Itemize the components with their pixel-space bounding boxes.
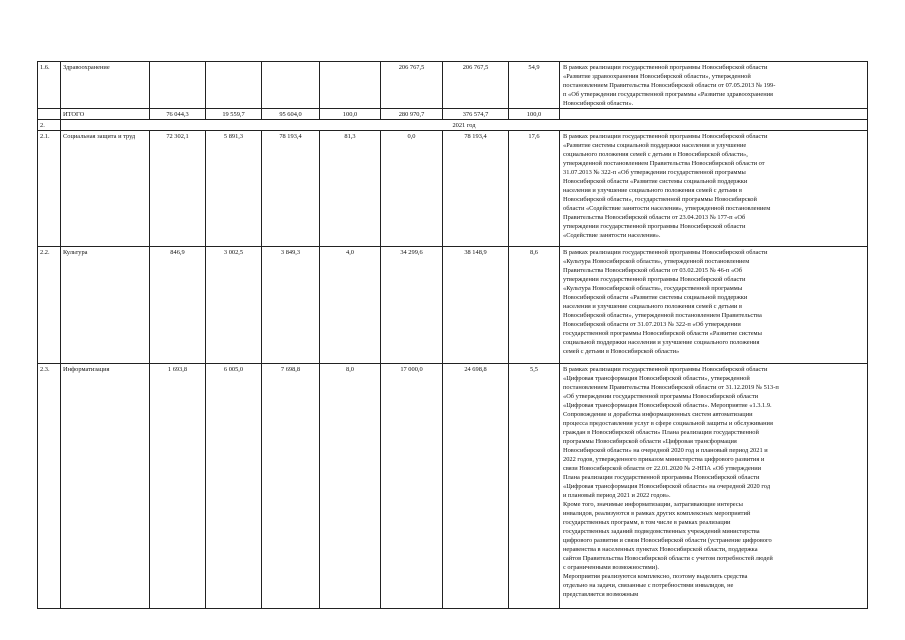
cell-value: 5 891,3 (206, 131, 262, 247)
cell-value: 8,0 (320, 364, 381, 609)
cell-value: 34 299,6 (381, 247, 443, 364)
row-number (38, 109, 61, 120)
cell-value: 3 002,5 (206, 247, 262, 364)
row-description (560, 109, 868, 120)
cell-value: 6 005,0 (206, 364, 262, 609)
row-name: Культура (61, 247, 150, 364)
cell-value: 206 767,5 (443, 62, 509, 109)
document-page (37, 61, 868, 609)
table-row (38, 62, 868, 109)
row-description: В рамках реализации государственной программы Новосибирской области «Цифровая трансформация Новосибирской области», утвержденной постановлением Правительства Новосибирской области от 31.12.2019 № 513-п «Об утверждении государственной программы Новосибирской области «Цифровая трансформация Новосибирской области». Мероприятие «1.3.1.9. Сопровождение и доработка информационных систем автоматизации процесса предоставления услуг в сфере социальной защиты и обслуживания граждан в Новосибирской области» Плана реализации государственной программы Новосибирской области «Цифровая трансформация Новосибирской области» на очередной 2020 год и плановый период 2021 и 2022 годов, утвержденного приказом министерства цифрового развития и связи Новосибирской области от 22.01.2020 № 2-НПА «Об утверждении Плана реализации государственной программы Новосибирской области «Цифровая трансформация Новосибирской области» на очередной 2020 год и плановый период 2021 и 2022 годов». Кроме того, значимые информатизации, затрагивающие интересы инвалидов, реализуются в рамках других комплексных мероприятий государственных программ, в том числе в рамках реализации государственных заданий подведомственных учреждений министерства цифрового развития и связи Новосибирской области (устранение цифрового неравенства в населенных пунктах Новосибирской области, поддержка сайтов Правительства Новосибирской области с учетом потребностей людей с ограниченными возможностями). Мероприятия реализуются комплексно, поэтому выделить средства отдельно на задачи, связанные с потребностями инвалидов, не представляется возможным (560, 364, 868, 609)
cell-value: 17,6 (509, 131, 560, 247)
cell-value: 100,0 (320, 109, 381, 120)
cell-value: 7 698,8 (262, 364, 320, 609)
table-row (38, 247, 868, 364)
cell-value: 206 767,5 (381, 62, 443, 109)
cell-value: 54,9 (509, 62, 560, 109)
cell-value: 5,5 (509, 364, 560, 609)
row-name: Информатизация (61, 364, 150, 609)
table-row (38, 109, 868, 120)
row-name: Здравоохранение (61, 62, 150, 109)
cell-value: 19 559,7 (206, 109, 262, 120)
cell-value: 76 044,3 (150, 109, 206, 120)
cell-value: 38 148,9 (443, 247, 509, 364)
row-number: 2.1. (38, 131, 61, 247)
cell-value: 846,9 (150, 247, 206, 364)
cell-value: 78 193,4 (443, 131, 509, 247)
row-name: Социальная защита и труд (61, 131, 150, 247)
budget-table (37, 61, 868, 609)
row-number: 2.2. (38, 247, 61, 364)
cell-value: 81,3 (320, 131, 381, 247)
cell-value: 24 698,8 (443, 364, 509, 609)
cell-value: 72 302,1 (150, 131, 206, 247)
row-name: ИТОГО (61, 109, 150, 120)
row-number: 2.3. (38, 364, 61, 609)
cell-value (206, 62, 262, 109)
year-heading: 2021 год (61, 120, 868, 131)
cell-value: 280 970,7 (381, 109, 443, 120)
row-description: В рамках реализации государственной программы Новосибирской области «Развитие здравоохранения Новосибирской области», утвержденной постановлением Правительства Новосибирской области от 07.05.2013 № 199- п «Об утверждении государственной программы «Развитие здравоохранения Новосибирской области». (560, 62, 868, 109)
cell-value: 100,0 (509, 109, 560, 120)
cell-value: 95 604,0 (262, 109, 320, 120)
cell-value: 17 000,0 (381, 364, 443, 609)
cell-value: 0,0 (381, 131, 443, 247)
cell-value: 376 574,7 (443, 109, 509, 120)
cell-value: 78 193,4 (262, 131, 320, 247)
row-number: 2. (38, 120, 61, 131)
cell-value (150, 62, 206, 109)
row-number: 1.6. (38, 62, 61, 109)
cell-value: 1 693,8 (150, 364, 206, 609)
cell-value: 3 849,3 (262, 247, 320, 364)
row-description: В рамках реализации государственной программы Новосибирской области «Развитие системы социальной поддержки населения и улучшение социального положения семей с детьми в Новосибирской области», утвержденной постановлением Правительства Новосибирской области от 31.07.2013 № 322-п «Об утверждении государственной программы Новосибирской области «Развитие системы социальной поддержки населения и улучшение социального положения семей с детьми в Новосибирской области», государственной программы Новосибирской области «Содействие занятости населения», утвержденной постановлением Правительства Новосибирской области от 23.04.2013 № 177-п «Об утверждении государственной программы Новосибирской области «Содействие занятости населения». (560, 131, 868, 247)
cell-value (262, 62, 320, 109)
table-row (38, 364, 868, 609)
row-description: В рамках реализации государственной программы Новосибирской области «Культура Новосибирской области», утвержденной постановлением Правительства Новосибирской области от 03.02.2015 № 46-п «Об утверждении государственной программы Новосибирской области «Культура Новосибирской области», государственной программы Новосибирской области «Развитие системы социальной поддержки населения и улучшение социального положения семей с детьми в Новосибирской области», утвержденной постановлением Правительства Новосибирской области от 31.07.2013 № 322-п «Об утверждении государственной программы Новосибирской области «Развитие системы социальной поддержки населения и улучшение социального положения семей с детьми в Новосибирской области» (560, 247, 868, 364)
cell-value: 8,6 (509, 247, 560, 364)
cell-value (320, 62, 381, 109)
table-row (38, 131, 868, 247)
cell-value: 4,0 (320, 247, 381, 364)
section-row (38, 120, 868, 131)
